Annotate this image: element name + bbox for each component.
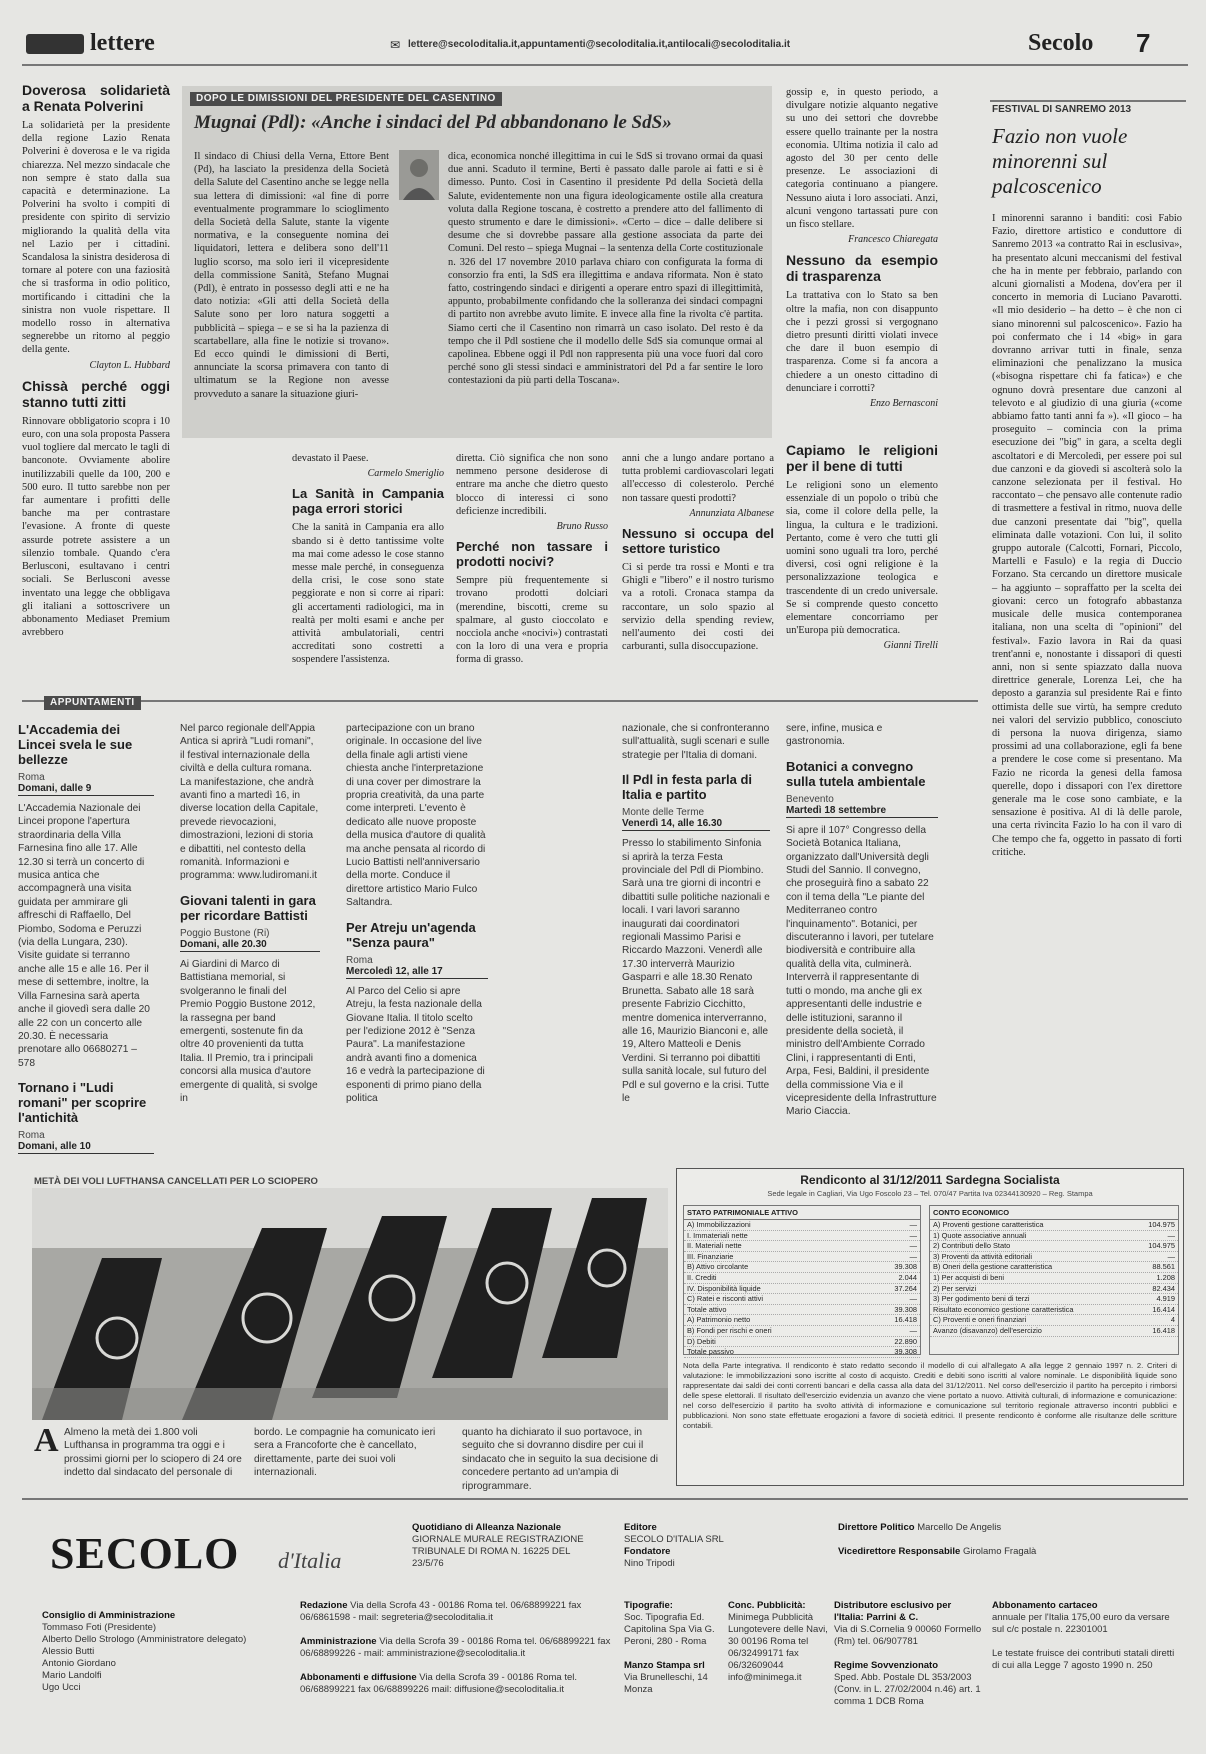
appointment-when: Domani, alle 20.30 (180, 939, 320, 952)
financial-title: Rendiconto al 31/12/2011 Sardegna Socialista (800, 1173, 1060, 1187)
financial-row-value: 22.890 (894, 1336, 917, 1346)
mid-letters-col4 (786, 436, 938, 680)
financial-row (684, 1305, 920, 1316)
main-article-title: Mugnai (Pdl): «Anche i sindaci del Pd abbandonano le SdS» (194, 112, 672, 133)
financial-subtitle: Sede legale in Cagliari, Via Ugo Foscolo 23 – Tel. 070/47 Partita Iva 02344130920 – Reg. Stampa (767, 1189, 1093, 1198)
letter-body: La trattativa con lo Stato sa ben oltre la mafia, non con disappunto che i pezzi grossi si vergognano dietro presunti diritti violati invece che dare il buon esempio di trasparenza. Come si fa ancora a chiedere a un onesto cittadino di denunciare i corrotti? (786, 290, 938, 394)
photo-drop-cap: A (34, 1422, 59, 1459)
financial-row (684, 1241, 920, 1252)
financial-row (930, 1326, 1178, 1337)
financial-row (930, 1231, 1178, 1242)
financial-row-label: A) Immobilizzazioni (687, 1220, 751, 1229)
letter-author: Francesco Chiaregata (848, 234, 938, 246)
sidebar-rule (990, 100, 1186, 102)
financial-row-value: 2.044 (898, 1272, 917, 1282)
letter-body: Le religioni sono un elemento essenziale di un popolo o tribù che sia, come il colore della pelle, la lingua, la cultura e le tradizioni. Pertanto, come è vero che tutti gli uomini sono uguali tra loro, perché diversi, così ogni religione è la personalizzazione teologica e trascendente di un credo universale. Se si comprende questo concetto elementare concorriamo per un'Europa più democratica. (786, 480, 938, 637)
distributore-label: Distributore esclusivo per l'Italia: Parrini & C. (834, 1600, 952, 1623)
financial-row (684, 1220, 920, 1231)
masthead-direttore (838, 1522, 1178, 1558)
appointment-title: Botanici a convegno sulla tutela ambientale (786, 758, 926, 789)
letter-title: Nessuno si occupa del settore turistico (622, 526, 774, 557)
financial-row (930, 1305, 1178, 1316)
financial-left-head: STATO PATRIMONIALE ATTIVO (684, 1206, 920, 1220)
letter-continued: anni che a lungo andare portano a tutta problemi cardiovascolari legati all'eccesso di colesterolo. Perché non tassare questi prodotti? (622, 453, 774, 504)
financial-row (684, 1315, 920, 1326)
mid-letters-col1 (292, 452, 444, 678)
pubblicita-value: Minimega Pubblicità Lungotevere delle Navi, 30 00196 Roma tel 06/32499171 fax 06/32609044 info@minimega.it (728, 1612, 828, 1683)
appointment-body: Nel parco regionale dell'Appia Antica si aprirà "Ludi romani", il festival internazionale della civiltà e della cultura romana. La manifestazione, che andrà avanti fino a martedì 16, in diverse location della Capitale, prevede rievocazioni, dimostrazioni, lezioni di storia e dibattiti, nel contesto della romanità. Informazioni e programma: www.ludiromani.it (180, 723, 319, 882)
amministrazione-value: Via della Scrofa 39 - 00186 Roma tel. 06/68899221 fax 06/68899226 - mail: amministrazione@secoloditalia.it (300, 1636, 611, 1659)
financial-row (684, 1347, 920, 1358)
financial-row (930, 1273, 1178, 1284)
financial-left-table (683, 1205, 921, 1355)
financial-row-label: 3) Per godimento beni di terzi (933, 1294, 1030, 1304)
financial-row (684, 1231, 920, 1242)
financial-row-label: II. Materiali nette (687, 1241, 742, 1251)
appointment-title: Giovani talenti in gara per ricordare Battisti (180, 892, 316, 923)
appointment-title: L'Accademia dei Lincei svela le sue bellezze (18, 722, 133, 767)
regime-value: Sped. Abb. Postale DL 353/2003 (Conv. in L. 27/02/2004 n.46) art. 1 comma 1 DCB Roma (834, 1672, 981, 1707)
financial-row-value: 104.975 (1148, 1220, 1175, 1229)
board-member: Antonio Giordano (42, 1658, 116, 1669)
financial-row-value: 88.561 (1152, 1262, 1175, 1272)
financial-row-label: 2) Per servizi (933, 1283, 977, 1293)
sidebar-title: Fazio non vuole minorenni sul palcoscenico (992, 124, 1128, 198)
financial-row-label: Risultato economico gestione caratteristica (933, 1304, 1074, 1314)
photo-caption-2: bordo. Le compagnie ha comunicato ieri sera a Francoforte che è cancellato, direttamente, parte dei suoi voli internazionali. (254, 1427, 436, 1479)
letter-title: Nessuno da esempio di trasparenza (786, 252, 938, 285)
masthead-tagline-text: GIORNALE MURALE REGISTRAZIONE TRIBUNALE DI ROMA N. 16225 DEL 23/5/76 (412, 1534, 584, 1569)
abbonamento-label: Abbonamento cartaceo (992, 1600, 1098, 1611)
left-letters-column (22, 76, 170, 676)
masthead-contacts (300, 1600, 614, 1696)
appointment-body: partecipazione con un brano originale. In occasione del live della finale agli artisti viene chiesta anche l'interpretazione di una cover per dimostrare la propria creatività, da una parte come interpreti. L'evento è dedicato alle nuove proposte della musica d'autore di qualità ma anche pensata al ricordo di Lucio Battisti nell'anniversario della morte. Conduce il direttore artistico Mario Fulco Saltandra. (346, 723, 486, 909)
appointment-when: Domani, alle 10 (18, 1141, 154, 1154)
header-logo-mark (26, 34, 84, 54)
right-top-letters (786, 86, 938, 440)
appointment-body: Al Parco del Celio si apre Atreju, la festa nazionale della Giovane Italia. Il titolo scelto per l'edizione 2012 è "Senza Paura". La manifestazione andrà avanti fino a domenica 16 e vedrà la partecipazione di esponenti di primo piano della politica (346, 985, 485, 1104)
letter-title: Perché non tassare i prodotti nocivi? (456, 539, 608, 570)
financial-row-value: 16.414 (1152, 1304, 1175, 1314)
redazione-value: Via della Scrofa 43 - 00186 Roma tel. 06/68899221 fax 06/6861598 - mail: segreteria@secoloditalia.it (300, 1600, 582, 1623)
appointment-title: Il Pdl in festa parla di Italia e partito (622, 772, 753, 803)
financial-row-value: — (909, 1230, 917, 1240)
financial-row-value: — (1167, 1230, 1175, 1240)
appointment-body: nazionale, che si confronteranno sull'attualità, sugli scenari e sulle strategie per l'Italia di domani. (622, 723, 770, 761)
financial-row-value: 39.308 (894, 1262, 917, 1272)
financial-row (684, 1326, 920, 1337)
appointments-col3 (346, 722, 488, 1182)
financial-row-label: C) Proventi e oneri finanziari (933, 1315, 1027, 1325)
financial-row-value: 16.418 (894, 1315, 917, 1325)
direttore-label: Direttore Politico (838, 1522, 915, 1533)
financial-row-label: III. Finanziarie (687, 1251, 734, 1261)
page-number: 7 (1136, 28, 1151, 58)
financial-row (684, 1273, 920, 1284)
photo-caption-1: Almeno la metà dei 1.800 voli Lufthansa in programma tra oggi e i prossimi giorni per lo sciopero di 24 ore indetto dal sindacato del personale di (64, 1427, 242, 1479)
financial-row (930, 1220, 1178, 1231)
vicedirettore-value: Girolamo Fragalà (962, 1546, 1037, 1557)
financial-row (684, 1337, 920, 1348)
financial-row (930, 1241, 1178, 1252)
financial-row-value: — (1167, 1251, 1175, 1261)
manzo-value: Via Brunelleschi, 14 Monza (624, 1672, 708, 1695)
appointment-when: Domani, dalle 9 (18, 783, 154, 796)
letter-body: Sempre più frequentemente si trovano prodotti dolciari (merendine, biscotti, creme su spalmare, al gusto cioccolato e nocciola anche «nocivi») contrastati con la loro di una vera e propria forma di grasso. (456, 575, 608, 666)
abbonamenti-label: Abbonamenti e diffusione (300, 1672, 417, 1683)
header-rule (22, 64, 1188, 66)
main-article-col1: Il sindaco di Chiusi della Verna, Ettore Bent (Pd), ha lasciato la presidenza della Società della Salute del Casentino anche se legge nella sua lettera di dimissioni: «al fine di porre eventualmente programmare lo scioglimento della Società della Salute, stante la vigente normativa, e la conseguente nomina dei liquidatori, lettera e delibera sono dell'11 luglio scorso, ma solo ieri il vicepresidente della commissione Sanità, Stefano Mugnai (Pdl), è entrato in possesso degli atti e ne ha dato notizia: «Gli atti della Società della Salute sono per loro natura soggetti a pubblicità – spiega – e se si ha la pazienza di scartabellare, alla fine le notizie si trovano». Ed ecco quindi le dimissioni di Berti, annunciate la scorsa primavera con tanto di ultimatum se la Regione non avesse provveduto a sanare la situazione giuri- (194, 151, 389, 400)
financial-row-label: C) Ratei e risconti attivi (687, 1294, 763, 1304)
letter-title: Capiamo le religioni per il bene di tutti (786, 442, 938, 474)
main-article-col2: dica, economica nonché illegittima in cui le SdS si trovano ormai da quasi due anni. Scaduto il termine, Berti è passato dalle parole ai fatti e si è dimesso. Punto. Così in Casentino il presidente Pd della Società della Salute, evidentemente non una figura ideologicamente ostile alla creatura voluta dalla Regione toscana, è costretto a prendere atto del fallimento di questo strumento e dare le dimissioni». «Certo – dice – dalle delibere si desume che si dovrebbe passare alla gestione associata da parte dei Comuni. Del resto – spiega Mugnai – la sentenza della Corte costituzionale n. 326 del 17 novembre 2010 parlava chiaro con configurata la forma di consorzio fra enti, la SdS era illegittima e andava riformata. Non è stato fatto, costringendo sindaci e dirigenti a operare entro spazi di illegittimità, appunto, probabilmente confidando che la solleranza dei sindaci compagni di partito non avrebbe avuto limite. E invece alla fine la rivolta c'è partita. Siamo certi che il Casentino non rimarrà un caso isolato. Del resto è da tempo che il Pdl sostiene che il modello delle SdS sia comunque ormai al capolinea. Ebbene oggi il Pdl non rappresenta più una voce fuori dal coro perché sono gli stessi sindaci e amministratori del Pd a far sentire le loro contestazioni da più parti della Toscana». (448, 151, 763, 387)
mid-letters-col3 (622, 452, 774, 678)
financial-row-label: Totale attivo (687, 1304, 727, 1314)
letter-title: La Sanità in Campania paga errori storici (292, 486, 444, 517)
abbonamento-value: annuale per l'Italia 175,00 euro da versare sul c/c postale n. 22301001 (992, 1612, 1170, 1635)
manzo-label: Manzo Stampa srl (624, 1660, 705, 1671)
masthead-tagline-title: Quotidiano di Alleanza Nazionale (412, 1522, 562, 1533)
mail-icon: ✉ (390, 38, 401, 52)
contributi-note: Le testate fruisce dei contributi statali diretti di cui alla Legge 7 agosto 1990 n. 250 (992, 1648, 1175, 1671)
financial-row-label: Totale passivo (687, 1347, 734, 1357)
masthead-subscription (992, 1600, 1178, 1672)
appointments-kicker: APPUNTAMENTI (44, 696, 141, 710)
financial-row-value: — (909, 1294, 917, 1304)
board-member: Alberto Dello Strologo (Amministratore delegato) (42, 1634, 247, 1645)
letter-body: Ci si perde tra rossi e Monti e tra Ghigli e "libero" e il nostro turismo va a rotoli. Cronaca stampa da raccontare, un solo spazio al servizio della spending review, nell'aumento dei costi dei carburanti, sulla disoccupazione. (622, 562, 774, 653)
financial-row-label: 1) Per acquisti di beni (933, 1272, 1005, 1282)
financial-row-value: 82.434 (1152, 1283, 1175, 1293)
letter-author: Carmelo Smeriglio (367, 468, 444, 480)
financial-row-value: 39.308 (894, 1304, 917, 1314)
financial-row (684, 1262, 920, 1273)
distributore-value: Via di S.Cornelia 9 00060 Formello (Rm) tel. 06/907781 (834, 1624, 982, 1647)
financial-row-label: II. Crediti (687, 1272, 717, 1282)
appointment-place: Roma (346, 954, 373, 966)
sidebar-body: I minorenni saranno i banditi: così Fabio Fazio, direttore artistico e conduttore di Sanremo 2013 «a contratto Rai in esclusiva», ha presentato alcuni meccanismi del festival che ha in mente per febbraio, parlando con alcuni giornalisti a Modena, dov'era per il concerto in memoria di Luciano Pavarotti. «Il mio desiderio – ha detto – è che non ci siano minorenni sul palcoscenico». Fazio ha poi confermato che i 14 «big» in gara dovranno arrivar tutti in finale, senza eliminazioni che penalizzano la musica («bisogna rispettare chi fa fatica») e che ognuno dovrà presentare due canzoni al televoto e al giudizio di una giuria («come abbiamo fatto tanti anni fa »). «Il gioco – ha proseguito – comincia con la prima esecuzione dei "big" in gara, a scelta degli ascoltatori e di Mercoledì, per essere poi sul due canzoni e da giovedì si ascolterà solo la canzone selezionata per il festival. Ho raccontato – che pensavo alle contenute radio di trasmettere a festival in ritmo, nuova delle due canzoni presentate dai "big", quella eliminata dalle votazioni. Con lui, il solito gruppo autorale (Calcotti, Fornari, Piccolo, Martelli e Fasulo) e la regia di Duccio Forzano. Sta cercando un direttore musicale – ha aggiunto – sopraffatto per la scelta dei giovani: cerco un fotografo abbastanza musicale delle musica contemporanea italiana, non una scelta di "opinioni" del festival». Fazio lavora in Rai da quasi trent'anni e, nonostante i dissapori di questi anni, non si sente spiazzato dalla nuova direttrice generale, Lorenza Lei, che ha deposto a garanzia sul presidente Rai e finto ottimista delle sue virtù, ha sempre creduto nei valori del servizio pubblico, conosciuto di persona la nuova dirigenza, siamo prossimi ad una collaborazione, egli fa bene a prendere le cose come si presentano. Ma Fazio ne ricorda la genesi della famosa querelle, dopo i dissapori con l'ex direttore generale ma le cose sono cambiate, e la sensazione è positiva. Al di là delle parole, una certa rivincita Fazio lo ha con il varo di Che tempo che fa, oggetto in passato di forti critiche. (992, 213, 1182, 858)
letter-continued: devastato il Paese. (292, 453, 369, 464)
appointment-place: Benevento (786, 793, 834, 805)
letter-title: Chissà perché oggi stanno tutti zitti (22, 377, 170, 410)
appointments-col5 (786, 722, 938, 1182)
financial-notes: Nota della Parte integrativa. Il rendiconto è stato redatto secondo il modello di cui all'allegato A alla legge 2 gennaio 1997 n. 2. Criteri di valutazione: le immobilizzazioni sono iscritte al costo di acquisto. Crediti e debiti sono iscritti al valore nominale. Le disponibilità liquide sono rappresentate dai saldi dei conti correnti bancari e della cassa alla data del 31/12/2011. Nel corso dell'esercizio il partito ha percepito i rimborsi delle spese elettorali. Il risultato dell'esercizio evidenzia un avanzo che viene portato a nuovo. Attività culturali, di informazione e comunicazione: nel corso dell'esercizio il partito ha svolto attività di informazione e comunicazione sul territorio regionale attraverso incontri pubblici e pubblicazioni. Non sono state effettuate erogazioni a favore di società editrici. Il presente rendiconto è conforme alle risultanze delle scritture contabili. (683, 1361, 1177, 1430)
financial-row-label: Avanzo (disavanzo) dell'esercizio (933, 1325, 1042, 1335)
financial-row (684, 1252, 920, 1263)
board-member: Ugo Ucci (42, 1682, 81, 1693)
appointments-rule (22, 700, 978, 702)
financial-row-label: 1) Quote associative annuali (933, 1230, 1027, 1240)
financial-statement (676, 1168, 1184, 1486)
appointment-body: L'Accademia Nazionale dei Lincei propone l'apertura straordinaria della Villa Farnesina fino alle 17. Alle 12.30 si terrà un concerto di musica antica che accompagnerà una visita guidata per ammirare gli affreschi di Raffaello, Del Piombo, Sodoma e Peruzzi (via della Lungara, 230). Visite guidate si terranno anche alle 15 e alle 16. Per il mese di settembre, inoltre, la Villa Farnesina sarà aperta anche il giovedì sera dalle 20 alle 22 con un concerto alle 20.30. È necessaria prenotare allo 06680271 – 578 (18, 803, 150, 1069)
board-member: Alessio Butti (42, 1646, 95, 1657)
regime-label: Regime Sovvenzionato (834, 1660, 938, 1671)
masthead-board (42, 1610, 262, 1694)
appointments-col2 (180, 722, 320, 1182)
financial-row-label: B) Fondi per rischi e oneri (687, 1325, 772, 1335)
appointments-col1 (18, 722, 154, 1182)
appointment-place: Monte delle Terme (622, 807, 705, 819)
financial-right-head: CONTO ECONOMICO (930, 1206, 1178, 1220)
header-emails[interactable]: lettere@secoloditalia.it,appuntamenti@secoloditalia.it,antilocali@secoloditalia.it (408, 39, 791, 50)
letter-author: Gianni Tirelli (883, 640, 938, 652)
letter-body: Rinnovare obbligatorio scopra i 10 euro, con una sola proposta Passera vuol togliere dal mercato le tagli di banconote. Ovviamente abolire inutilizzabili quelle da 100, 200 e 500 euro. Il tutto sarebbe non per far aumentare i profitti delle banche ma per contrastare l'evasione. A fronte di queste assurde potrete assistere a un silenzio tombale. Quando c'era Berlusconi, esultavano i centri sociali. Se Berlusconi avesse inventato una legge che obbligava gli italiani a sottoscrivere un abbonamento Mediaset Premium avrebbero (22, 415, 170, 639)
main-article-kicker: DOPO LE DIMISSIONI DEL PRESIDENTE DEL CASENTINO (190, 92, 502, 106)
masthead-distribution (834, 1600, 982, 1708)
masthead-rule (22, 1498, 1188, 1500)
appointment-body: Presso lo stabilimento Sinfonia si aprirà la terza Festa provinciale del Pdl di Piombino. Sarà una tre giorni di incontri e dibattiti sulle politiche nazionali e locali. I vari lavori saranno inaugurati dai coordinatori regionali Massimo Parisi e Riccardo Mazzoni. Venerdì alle 17.30 interverrà Maurizio Gasparri e alle 18.30 Renato Brunetta. Sabato alle 18 sarà presente Fabrizio Cicchitto, mentre domenica interverranno, alle 16, Maurizio Bianconi e, alle 19, Altero Matteoli e Denis Verdini. Si terranno poi dibattiti sulla sanità locale, sul futuro del Pdl e sul governo e la crisi. Tutte le (622, 838, 770, 1104)
appointment-title: Per Atreju un'agenda "Senza paura" (346, 919, 476, 950)
letter-continued: diretta. Ciò significa che non sono nemmeno persone desiderose di entrare ma anche che dietro questo blocco di interessi ci sono deficienze incredibili. (456, 453, 608, 517)
financial-row-value: 104.975 (1148, 1241, 1175, 1251)
author-photo (399, 150, 439, 200)
abbonamenti-value: Via della Scrofa 39 - 00186 Roma tel. 06/68899221 fax 06/68899226 mail: diffusione@secoloditalia.it (300, 1672, 578, 1695)
financial-row-value: — (909, 1220, 917, 1229)
masthead-printers (624, 1600, 720, 1696)
financial-row-label: D) Debiti (687, 1336, 716, 1346)
pubblicita-label: Conc. Pubblicità: (728, 1600, 806, 1611)
sidebar-kicker: FESTIVAL DI SANREMO 2013 (992, 104, 1132, 115)
financial-row (930, 1315, 1178, 1326)
financial-right-table (929, 1205, 1179, 1355)
masthead-editore (624, 1522, 764, 1570)
financial-row-value: — (909, 1251, 917, 1261)
financial-row-value: 39.308 (894, 1347, 917, 1357)
letter-author: Annunziata Albanese (689, 507, 774, 519)
financial-row (684, 1284, 920, 1295)
letter-body: La solidarietà per la presidente della regione Lazio Renata Polverini è doverosa e le va rigida chiarezza. Nel mezzo sindacale che non sempre è stato dalla sua capacità e determinazione. La Polverini ha svolto i compiti di presidente con spirito di servizio migliorando la qualità della vita nel Lazio per i cittadini. Scandalosa la sinistra desiderosa di tornare al potere con una faziosità che si trasforma in odio politico, mortificando i cittadini che la sinistra non vuole rispettare. Il modello rosso in alternativa segnerebbe un ritorno al peggio della gente. (22, 120, 170, 356)
redazione-label: Redazione (300, 1600, 348, 1611)
appointment-when: Martedì 18 settembre (786, 805, 938, 818)
financial-row-label: B) Attivo circolante (687, 1262, 749, 1272)
photo-caption-3: quanto ha dichiarato il suo portavoce, in seguito che si dovranno disdire per cui il sindacato che in seguito la sua decisione di concedere pertanto ad un'ampia di riprogrammare. (462, 1427, 658, 1492)
financial-row-value: 37.264 (894, 1283, 917, 1293)
tipografie-label: Tipografie: (624, 1600, 673, 1611)
main-article-box (182, 86, 772, 438)
letter-author: Clayton L. Hubbard (89, 359, 170, 371)
financial-row-label: B) Oneri della gestione caratteristica (933, 1262, 1053, 1272)
appointment-body: Si apre il 107° Congresso della Società Botanica Italiana, organizzato dall'Università degli Studi del Sannio. Il convegno, che proseguirà fino a sabato 22 con il tema della "Le piante del Mediterraneo contro l'inquinamento". Botanici, per discuteranno i lavori, per tutelare biodiversità e contribuire alla qualità della vita, culminerà. Interverrà il rappresentante di tutti o mondo, ma anche gli ex appresentanti delle industrie e delle istituzioni, saranno il presidente della società, il ministro dell'Ambiente Corrado Clini, i rappresentanti di Enti, Arpa, Fesi, Baldini, il presidente della commissione Via e il vicepresidente della Infrastrutture Mario Ciaccia. (786, 824, 937, 1118)
lufthansa-photo (32, 1188, 668, 1420)
appointment-title: Tornano i "Ludi romani" per scoprire l'antichità (18, 1080, 147, 1126)
letter-title: Doverosa solidarietà a Renata Polverini (22, 82, 170, 114)
appointment-body: Ai Giardini di Marco di Battistiana memorial, si svolgeranno le finali del Premio Poggio Bustone 2012, la rassegna per band emergenti, sostenute fin da oltre 40 provenienti da tutta Italia. Il Premio, tra i principali concorsi alla musica d'autore emergente di qualità, si svolge in (180, 958, 318, 1104)
financial-row-value: 4.919 (1156, 1294, 1175, 1304)
page-header (18, 28, 1188, 64)
appointment-when: Mercoledì 12, alle 17 (346, 966, 488, 979)
editore-value: SECOLO D'ITALIA SRL (624, 1534, 724, 1545)
mid-letters-col2 (456, 452, 608, 678)
masthead-advertising (728, 1600, 828, 1684)
appointment-place: Roma (18, 1130, 45, 1142)
board-label: Consiglio di Amministrazione (42, 1610, 176, 1621)
direttore-value: Marcello De Angelis (917, 1522, 1002, 1533)
masthead-logo: SECOLO (50, 1529, 240, 1578)
financial-row-value: — (909, 1241, 917, 1251)
masthead-tagline (412, 1522, 592, 1570)
financial-row-label: 3) Proventi da attività editoriali (933, 1251, 1033, 1261)
appointment-place: Roma (18, 772, 45, 783)
financial-row (684, 1294, 920, 1305)
financial-row-label: IV. Disponibilità liquide (687, 1283, 761, 1293)
board-member: Mario Landolfi (42, 1670, 102, 1681)
fondatore-value: Nino Tripodi (624, 1558, 675, 1569)
board-member: Tommaso Foti (Presidente) (42, 1622, 157, 1633)
financial-row (930, 1262, 1178, 1273)
financial-row (930, 1284, 1178, 1295)
fondatore-label: Fondatore (624, 1546, 671, 1557)
letter-author: Bruno Russo (556, 521, 608, 533)
letter-author: Enzo Bernasconi (869, 398, 938, 410)
financial-row-value: 16.418 (1152, 1325, 1175, 1335)
appointment-body: sere, infine, musica e gastronomia. (786, 723, 883, 748)
editore-label: Editore (624, 1522, 657, 1533)
financial-row-label: I. Immateriali nette (687, 1230, 748, 1240)
photo-caption-label: METÀ DEI VOLI LUFTHANSA CANCELLATI PER LO SCIOPERO (34, 1176, 318, 1187)
letter-body: Che la sanità in Campania era allo sbando si è detto tantissime volte ma mai come adesso le cose stanno messe male perché, in conseguenza della crisi, le cose sono state peggiorate e non si corre ai ripari: gli accertamenti radiologici, ma in realtà per molti esami e anche per attività ambulatoriali, centri accreditati sono costretti a sospendere l'assistenza. (292, 522, 444, 666)
financial-row-value: 4 (1170, 1315, 1175, 1325)
appointments-col4 (622, 722, 770, 1182)
financial-row-value: 1.208 (1156, 1272, 1175, 1282)
tipografie-value: Soc. Tipografia Ed. Capitolina Spa Via G. Peroni, 280 - Roma (624, 1612, 715, 1647)
appointment-when: Venerdì 14, alle 16.30 (622, 818, 770, 831)
letter-continued: gossip e, in questo periodo, a divulgare notizie alquanto negative su uno dei settori che dovrebbe essere quello trainante per la nostra economia. Ultima notizia il calo ad agosto del 30 per cento delle presenze. Le associazioni di categoria continuano a piangere. Nessuno aiuta i loro associati. Anzi, alcuni vengono tartassati pure con un fisco stellare. (786, 87, 938, 231)
financial-row (930, 1294, 1178, 1305)
vicedirettore-label: Vicedirettore Responsabile (838, 1546, 961, 1557)
financial-row (930, 1252, 1178, 1263)
financial-row-label: A) Proventi gestione caratteristica (933, 1220, 1044, 1229)
masthead-logo-suffix: d'Italia (278, 1548, 342, 1573)
financial-row-label: 2) Contributi dello Stato (933, 1241, 1011, 1251)
financial-row-value: — (909, 1325, 917, 1335)
section-title: lettere (90, 30, 155, 56)
financial-row-label: A) Patrimonio netto (687, 1315, 751, 1325)
paper-name: Secolo (1028, 30, 1094, 56)
appointment-place: Poggio Bustone (Ri) (180, 927, 270, 939)
amministrazione-label: Amministrazione (300, 1636, 377, 1647)
